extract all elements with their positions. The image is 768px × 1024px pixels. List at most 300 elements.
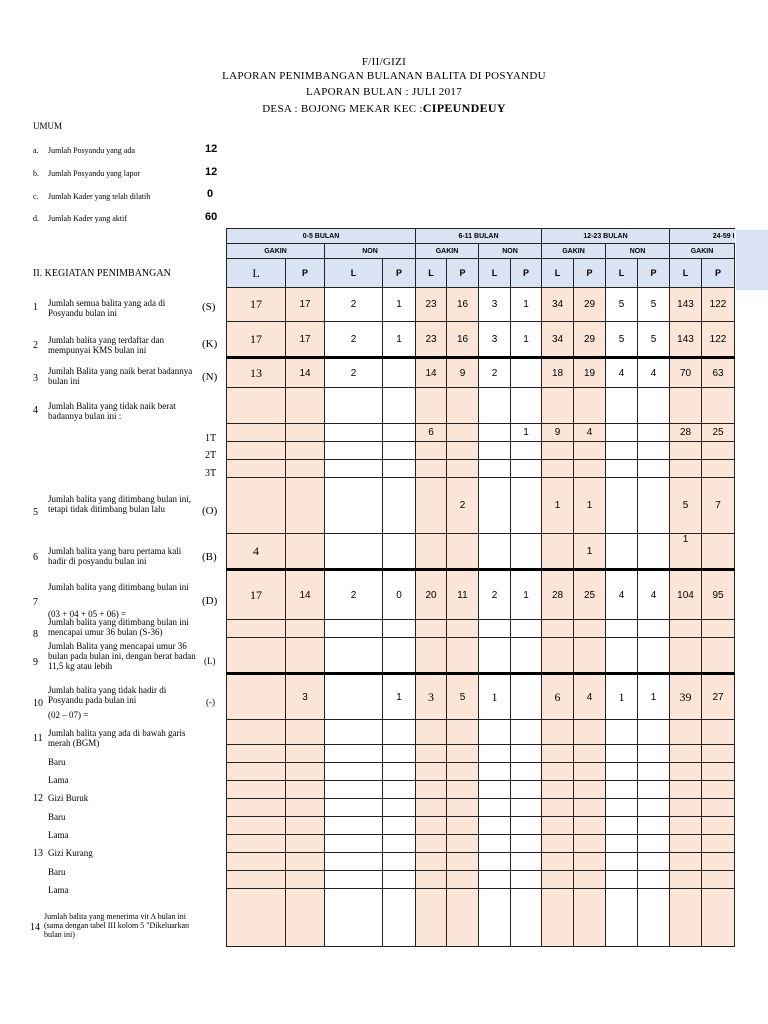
table-cell xyxy=(227,442,286,460)
row2-code: (K) xyxy=(202,338,218,350)
table-cell: 3 xyxy=(416,674,447,720)
table-cell xyxy=(416,478,447,534)
umum-label-b: Jumlah Posyandu yang lapor xyxy=(48,169,141,178)
table-cell xyxy=(542,763,574,781)
weighing-table xyxy=(226,228,735,947)
table-row xyxy=(227,442,735,460)
lp-header: P xyxy=(286,259,325,288)
table-row xyxy=(227,460,735,478)
row7-label: Jumlah balita yang ditimbang bulan ini xyxy=(48,582,189,592)
age-group-24-59: 24-59 I xyxy=(670,229,735,244)
table-cell xyxy=(447,534,479,570)
table-cell: 1 xyxy=(574,478,606,534)
age-group-12-23: 12-23 BULAN xyxy=(542,229,670,244)
table-cell xyxy=(702,853,735,871)
table-cell xyxy=(638,478,670,534)
table-cell xyxy=(447,763,479,781)
table-cell xyxy=(702,745,735,763)
table-cell: 34 xyxy=(542,322,574,358)
table-cell: 4 xyxy=(606,358,638,388)
table-cell: 28 xyxy=(670,424,702,442)
table-cell xyxy=(479,388,511,424)
sub-non-2: NON xyxy=(479,244,542,259)
row4-1t: 1T xyxy=(205,433,217,444)
row2-label: Jumlah balita yang terdaftar dan mempunyai KMS bulan ini xyxy=(48,335,164,355)
table-row xyxy=(227,478,735,534)
table-cell xyxy=(479,720,511,745)
table-cell xyxy=(227,478,286,534)
table-cell: 11 xyxy=(447,570,479,620)
table-row xyxy=(227,322,735,358)
table-cell: 34 xyxy=(542,288,574,322)
table-cell xyxy=(670,781,702,799)
table-cell: 27 xyxy=(702,674,735,720)
table-cell xyxy=(286,817,325,835)
row12-baru: Baru xyxy=(48,812,66,822)
table-cell xyxy=(670,817,702,835)
umum-value-a: 12 xyxy=(205,143,218,155)
table-cell xyxy=(511,478,542,534)
table-cell xyxy=(447,388,479,424)
table-cell xyxy=(286,620,325,638)
table-cell xyxy=(702,620,735,638)
row9-number: 9 xyxy=(33,657,38,668)
table-cell xyxy=(447,835,479,853)
sub-gakin-4: GAKIN xyxy=(670,244,735,259)
table-cell xyxy=(479,853,511,871)
table-cell: 17 xyxy=(286,322,325,358)
sub-gakin-3: GAKIN xyxy=(542,244,606,259)
umum-value-c: 0 xyxy=(207,188,214,200)
table-cell xyxy=(670,442,702,460)
table-cell: 9 xyxy=(542,424,574,442)
table-cell xyxy=(325,442,383,460)
table-cell: 28 xyxy=(542,570,574,620)
table-cell xyxy=(702,799,735,817)
row13-lama: Lama xyxy=(48,885,69,895)
table-cell xyxy=(286,424,325,442)
table-cell xyxy=(479,763,511,781)
row13-number: 13 xyxy=(33,848,43,859)
umum-value-d: 60 xyxy=(205,211,218,223)
table-cell xyxy=(383,817,416,835)
table-cell xyxy=(670,853,702,871)
table-cell xyxy=(325,763,383,781)
table-cell xyxy=(286,799,325,817)
table-row xyxy=(227,817,735,835)
table-cell xyxy=(325,835,383,853)
sub-gakin-2: GAKIN xyxy=(416,244,479,259)
table-cell xyxy=(511,835,542,853)
table-cell xyxy=(542,853,574,871)
table-cell: 5 xyxy=(606,322,638,358)
table-row xyxy=(227,745,735,763)
table-cell xyxy=(670,835,702,853)
table-cell xyxy=(511,358,542,388)
lp-header: L xyxy=(670,259,702,288)
table-cell xyxy=(670,871,702,889)
table-cell: 5 xyxy=(447,674,479,720)
table-cell xyxy=(606,388,638,424)
table-cell xyxy=(325,534,383,570)
table-cell xyxy=(227,460,286,478)
table-cell xyxy=(227,853,286,871)
table-cell xyxy=(574,460,606,478)
table-cell xyxy=(702,889,735,947)
umum-letter-c: c. xyxy=(33,192,39,201)
table-cell xyxy=(383,799,416,817)
table-cell xyxy=(325,720,383,745)
table-cell xyxy=(638,745,670,763)
table-cell xyxy=(227,620,286,638)
table-cell xyxy=(511,799,542,817)
table-cell xyxy=(227,720,286,745)
table-cell xyxy=(638,799,670,817)
table-cell xyxy=(542,720,574,745)
table-cell xyxy=(606,763,638,781)
table-row xyxy=(227,638,735,674)
row10-label: Jumlah balita yang tidak hadir di Posyandu pada bulan ini xyxy=(48,685,167,705)
row7-number: 7 xyxy=(33,597,38,608)
sub-non-1: NON xyxy=(325,244,416,259)
row11-lama: Lama xyxy=(48,775,69,785)
table-cell xyxy=(511,388,542,424)
table-cell xyxy=(638,817,670,835)
table-cell xyxy=(479,745,511,763)
table-row xyxy=(227,835,735,853)
table-cell xyxy=(416,799,447,817)
table-cell xyxy=(416,720,447,745)
row14-label: Jumlah balita yang menerima vit A bulan ini (sama dengan tabel III kolom 5 "Dikeluarkan bulan ini) xyxy=(44,912,189,939)
table-cell xyxy=(479,534,511,570)
table-cell xyxy=(670,460,702,478)
table-cell xyxy=(638,424,670,442)
table-cell: 6 xyxy=(542,674,574,720)
table-cell xyxy=(227,674,286,720)
row12-lama: Lama xyxy=(48,830,69,840)
table-cell xyxy=(606,799,638,817)
table-cell xyxy=(702,388,735,424)
table-cell xyxy=(702,442,735,460)
table-cell xyxy=(416,853,447,871)
table-cell: 1 xyxy=(606,674,638,720)
table-cell xyxy=(383,720,416,745)
table-row xyxy=(227,799,735,817)
table-cell: 4 xyxy=(638,570,670,620)
table-cell xyxy=(286,534,325,570)
table-cell: 9 xyxy=(447,358,479,388)
table-cell xyxy=(574,745,606,763)
table-cell xyxy=(416,638,447,674)
table-cell: 16 xyxy=(447,288,479,322)
row6-number: 6 xyxy=(33,552,38,563)
table-cell xyxy=(416,534,447,570)
table-cell xyxy=(542,460,574,478)
sub-non-3: NON xyxy=(606,244,670,259)
table-cell: 1 xyxy=(511,288,542,322)
table-cell xyxy=(286,442,325,460)
table-cell: 14 xyxy=(286,570,325,620)
table-cell xyxy=(325,674,383,720)
table-cell xyxy=(286,388,325,424)
table-cell xyxy=(638,442,670,460)
row3-number: 3 xyxy=(33,373,38,384)
table-cell xyxy=(383,889,416,947)
table-cell: 29 xyxy=(574,288,606,322)
row6-code: (B) xyxy=(202,551,217,563)
table-cell xyxy=(447,620,479,638)
table-cell xyxy=(383,638,416,674)
table-cell xyxy=(606,460,638,478)
row3-label: Jumlah Balita yang naik berat badannya bulan ini xyxy=(48,366,193,386)
row13-baru: Baru xyxy=(48,867,66,877)
table-cell xyxy=(542,889,574,947)
table-cell: 29 xyxy=(574,322,606,358)
table-cell xyxy=(542,799,574,817)
lp-header: P xyxy=(638,259,670,288)
table-cell: 95 xyxy=(702,570,735,620)
table-cell xyxy=(416,835,447,853)
table-cell xyxy=(325,889,383,947)
table-cell: 14 xyxy=(416,358,447,388)
table-cell xyxy=(606,835,638,853)
table-cell xyxy=(479,638,511,674)
table-cell xyxy=(511,534,542,570)
table-cell: 143 xyxy=(670,322,702,358)
table-cell xyxy=(606,720,638,745)
table-cell xyxy=(702,638,735,674)
row11-baru: Baru xyxy=(48,757,66,767)
table-cell xyxy=(511,889,542,947)
lp-header: P xyxy=(702,259,735,288)
table-cell xyxy=(286,871,325,889)
table-cell xyxy=(416,388,447,424)
table-cell xyxy=(542,442,574,460)
table-cell: 17 xyxy=(227,322,286,358)
table-cell xyxy=(542,835,574,853)
row1-label: Jumlah semua balita yang ada di Posyandu bulan ini xyxy=(48,298,166,318)
table-cell xyxy=(416,460,447,478)
table-cell: 1 xyxy=(511,322,542,358)
table-cell xyxy=(447,799,479,817)
table-cell xyxy=(383,781,416,799)
table-cell xyxy=(416,889,447,947)
table-cell xyxy=(383,534,416,570)
table-row xyxy=(227,388,735,424)
table-row xyxy=(227,871,735,889)
table-cell xyxy=(479,817,511,835)
table-cell: 2 xyxy=(447,478,479,534)
table-cell xyxy=(670,799,702,817)
table-cell: 4 xyxy=(606,570,638,620)
table-cell xyxy=(606,745,638,763)
table-cell: 2 xyxy=(325,358,383,388)
table-cell xyxy=(702,871,735,889)
table-cell: 39 xyxy=(670,674,702,720)
table-cell xyxy=(606,889,638,947)
table-cell xyxy=(606,424,638,442)
row10-number: 10 xyxy=(33,698,43,709)
table-cell xyxy=(479,424,511,442)
table-cell xyxy=(416,763,447,781)
table-cell xyxy=(638,889,670,947)
table-row xyxy=(227,358,735,388)
row10-code: (-) xyxy=(206,697,215,707)
table-cell: 25 xyxy=(702,424,735,442)
table-row xyxy=(227,424,735,442)
row10-formula: (02 – 07) = xyxy=(48,710,89,720)
table-cell: 70 xyxy=(670,358,702,388)
table-cell: 1 xyxy=(670,534,702,570)
table-cell: 143 xyxy=(670,288,702,322)
table-cell xyxy=(383,763,416,781)
table-cell xyxy=(479,889,511,947)
table-cell xyxy=(574,853,606,871)
table-cell xyxy=(574,889,606,947)
table-cell: 19 xyxy=(574,358,606,388)
table-cell xyxy=(670,763,702,781)
table-cell xyxy=(325,799,383,817)
table-cell: 23 xyxy=(416,288,447,322)
table-cell xyxy=(227,745,286,763)
table-cell xyxy=(670,638,702,674)
table-cell xyxy=(511,720,542,745)
table-cell xyxy=(479,871,511,889)
table-cell xyxy=(325,460,383,478)
table-cell xyxy=(702,720,735,745)
lp-header: L xyxy=(479,259,511,288)
table-cell xyxy=(511,745,542,763)
table-cell: 1 xyxy=(574,534,606,570)
table-row xyxy=(227,781,735,799)
table-cell: 4 xyxy=(574,674,606,720)
table-cell xyxy=(416,442,447,460)
row13-label: Gizi Kurang xyxy=(48,848,93,858)
row5-number: 5 xyxy=(33,507,38,518)
table-cell xyxy=(383,358,416,388)
table-cell: 122 xyxy=(702,322,735,358)
table-cell: 1 xyxy=(638,674,670,720)
report-month: LAPORAN BULAN : JULI 2017 xyxy=(306,86,462,98)
table-cell xyxy=(325,388,383,424)
table-cell xyxy=(479,478,511,534)
table-cell xyxy=(670,889,702,947)
table-cell: 20 xyxy=(416,570,447,620)
umum-value-b: 12 xyxy=(205,166,218,178)
table-cell: 104 xyxy=(670,570,702,620)
table-cell: 6 xyxy=(416,424,447,442)
table-row xyxy=(227,534,735,570)
table-cell xyxy=(638,781,670,799)
umum-heading: UMUM xyxy=(33,121,63,131)
table-cell xyxy=(227,638,286,674)
table-cell xyxy=(383,853,416,871)
table-cell xyxy=(606,853,638,871)
table-cell xyxy=(447,638,479,674)
table-cell xyxy=(702,534,735,570)
table-cell: 5 xyxy=(638,288,670,322)
age-group-6-11: 6-11 BULAN xyxy=(416,229,542,244)
table-cell xyxy=(511,638,542,674)
row1-code: (S) xyxy=(202,301,216,313)
table-cell xyxy=(702,763,735,781)
table-cell xyxy=(447,460,479,478)
table-cell: 0 xyxy=(383,570,416,620)
table-cell xyxy=(447,817,479,835)
table-cell xyxy=(479,799,511,817)
table-cell xyxy=(606,534,638,570)
table-cell: 5 xyxy=(638,322,670,358)
table-cell xyxy=(227,781,286,799)
table-cell: 17 xyxy=(227,288,286,322)
row4-number: 4 xyxy=(33,405,38,416)
table-cell xyxy=(325,853,383,871)
table-cell xyxy=(638,460,670,478)
table-cell xyxy=(670,720,702,745)
table-cell xyxy=(227,871,286,889)
table-row xyxy=(227,720,735,745)
table-cell xyxy=(416,781,447,799)
table-cell xyxy=(416,745,447,763)
table-cell xyxy=(511,853,542,871)
table-cell xyxy=(447,424,479,442)
lp-header: P xyxy=(511,259,542,288)
table-cell: 16 xyxy=(447,322,479,358)
table-cell: 17 xyxy=(227,570,286,620)
table-row xyxy=(227,763,735,781)
table-cell: 1 xyxy=(511,424,542,442)
table-cell xyxy=(511,442,542,460)
table-cell xyxy=(670,388,702,424)
lp-header: L xyxy=(227,259,286,288)
table-row xyxy=(227,620,735,638)
table-cell xyxy=(447,720,479,745)
sub-gakin-1: GAKIN xyxy=(227,244,325,259)
row7-formula: (03 + 04 + 05 + 06) = xyxy=(48,609,127,619)
table-cell xyxy=(574,638,606,674)
table-cell xyxy=(325,781,383,799)
table-cell xyxy=(638,763,670,781)
row12-number: 12 xyxy=(33,793,43,804)
table-cell xyxy=(574,781,606,799)
table-cell xyxy=(511,460,542,478)
row14-number: 14 xyxy=(30,922,40,933)
table-cell: 1 xyxy=(511,570,542,620)
table-cell xyxy=(416,817,447,835)
table-cell xyxy=(702,460,735,478)
table-cell xyxy=(702,781,735,799)
row11-label: Jumlah balita yang ada di bawah garis merah (BGM) xyxy=(48,728,186,748)
report-title: LAPORAN PENIMBANGAN BULANAN BALITA DI POSYANDU xyxy=(222,70,546,82)
table-cell xyxy=(606,442,638,460)
table-cell xyxy=(574,720,606,745)
table-cell: 4 xyxy=(638,358,670,388)
table-cell xyxy=(638,853,670,871)
lp-header: L xyxy=(606,259,638,288)
table-cell xyxy=(606,817,638,835)
table-row xyxy=(227,288,735,322)
table-cell xyxy=(325,424,383,442)
lp-header: L xyxy=(325,259,383,288)
table-cell xyxy=(286,781,325,799)
table-cell xyxy=(286,763,325,781)
table-cell xyxy=(511,620,542,638)
table-cell: 122 xyxy=(702,288,735,322)
table-cell xyxy=(383,460,416,478)
table-cell xyxy=(447,781,479,799)
umum-letter-a: a. xyxy=(33,146,39,155)
lp-header: L xyxy=(542,259,574,288)
